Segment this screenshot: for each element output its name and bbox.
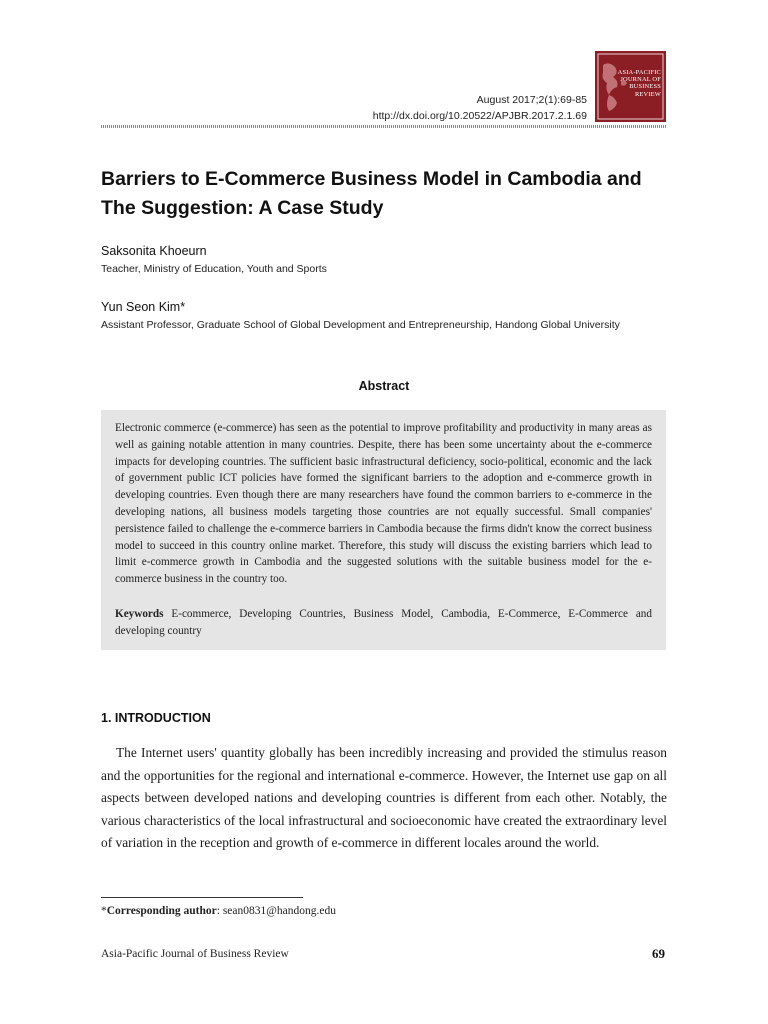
section-heading: 1. INTRODUCTION <box>101 711 211 725</box>
keywords-label: Keywords <box>115 608 164 620</box>
footnote-email: : sean0831@handong.edu <box>216 905 336 917</box>
doi-link[interactable]: http://dx.doi.org/10.20522/APJBR.2017.2.1.69 <box>372 110 587 122</box>
keywords-list: E-commerce, Developing Countries, Business Model, Cambodia, E-Commerce, E-Commerce and developing country <box>115 608 652 637</box>
journal-logo <box>595 51 666 122</box>
abstract-box <box>101 410 666 650</box>
author-affiliation-1: Teacher, Ministry of Education, Youth and Sports <box>101 263 327 275</box>
paper-title: Barriers to E-Commerce Business Model in Cambodia and The Suggestion: A Case Study <box>101 168 642 219</box>
header-divider <box>101 125 667 128</box>
footnote <box>101 905 336 917</box>
abstract-text: Electronic commerce (e-commerce) has seen as the potential to improve profitability and productivity in many areas as well as gaining notable attention in many countries. Despite, there has been some uncertainty about the e-commerce impacts for developing countries. The sufficient basic infrastructural deficiency, socio-political, economic and the lack of government public ICT policies have formed the significant barriers to the adoption and e-commerce growth in developing countries. Even though there are many researchers have found the common barriers to e-commerce in the developing nations, all business models targeting those countries are not equally successful. Small companies' persistence failed to challenge the e-commerce barriers in Cambodia because the firms didn't know the correct business model to succeed in this country online market. Therefore, this study will discuss the existing barriers which lead to limit e-commerce growth in Cambodia and the suggested solutions with the suitable business model for the e-commerce business in the country too. <box>115 422 652 586</box>
author-name-2: Yun Seon Kim* <box>101 300 186 314</box>
intro-paragraph: The Internet users' quantity globally has been incredibly increasing and provided the stimulus reason and the opportunities for the regional and international e-commerce. However, the Internet use gap on all aspects between developed nations and developing countries is different from each other. Notably, the various characteristics of the local infrastructural and socioeconomic have created the extraordinary level of variation in the reception and growth of e-commerce in different locales around the world. <box>101 745 667 851</box>
citation: August 2017;2(1):69-85 <box>476 94 587 106</box>
footnote-label: Corresponding author <box>106 905 217 917</box>
footnote-divider <box>101 897 303 898</box>
keywords <box>115 606 652 640</box>
page-number: 69 <box>652 946 665 961</box>
footer-journal-name: Asia-Pacific Journal of Business Review <box>101 948 289 960</box>
author-affiliation-2: Assistant Professor, Graduate School of Global Development and Entrepreneurship, Handong Global University <box>101 319 620 331</box>
footnote-marker: * <box>101 905 107 917</box>
author-name-1: Saksonita Khoeurn <box>101 244 207 258</box>
article-meta <box>373 92 587 124</box>
abstract-heading: Abstract <box>358 379 410 393</box>
logo-text: ASIA-PACIFIC JOURNAL OF BUSINESS REVIEW <box>617 69 661 98</box>
